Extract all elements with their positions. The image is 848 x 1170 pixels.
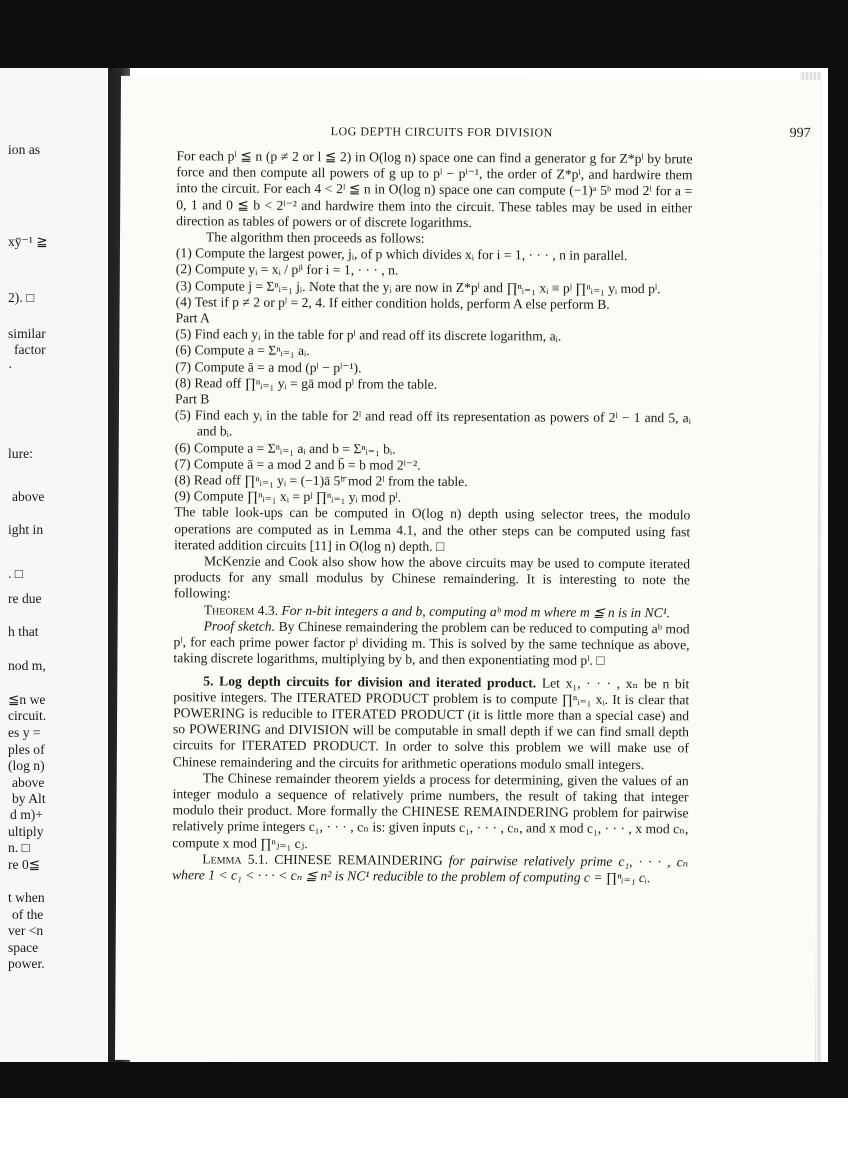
part-a-step: (6) Compute a = Σⁿᵢ₌₁ aᵢ.	[175, 342, 310, 359]
left-page-fragment: . □	[8, 566, 24, 581]
lemma-text: for pairwise relatively prime c₁, · · · , cₙ where 1 < c₁ < · · · < cₙ ≦ n² is NC¹ reducible to the problem of computing c = ∏ⁿᵢ₌₁ cᵢ.	[172, 852, 689, 886]
algorithm-step-9: (9) Compute ∏ⁿᵢ₌₁ xᵢ = pʲ ∏ⁿᵢ₌₁ yᵢ mod pˡ.	[174, 488, 402, 505]
left-page-fragment: nod m,	[8, 658, 46, 673]
left-page-fragment: ples of	[8, 742, 45, 757]
scan-border-top	[0, 0, 848, 68]
part-b-step: (8) Read off ∏ⁿᵢ₌₁ yᵢ = (−1)ā 5ᵇ̄ mod 2ˡ from the table.	[174, 472, 468, 490]
part-b-step: (6) Compute a = Σⁿᵢ₌₁ aᵢ and b = Σⁿᵢ₌₁ bᵢ.	[174, 439, 396, 457]
left-page-fragment: xȳ⁻¹ ≧	[8, 234, 48, 249]
left-page-fragment: of the	[12, 907, 44, 922]
left-page-fragment: factor	[14, 342, 46, 357]
proof-label: Proof sketch.	[203, 618, 276, 634]
left-facing-page	[0, 64, 109, 1064]
left-page-fragment: above	[12, 489, 45, 504]
left-page-fragment: ·	[8, 360, 13, 375]
page-number: 997	[789, 125, 811, 142]
algorithm-intro: The algorithm then proceeds as follows:	[205, 229, 425, 246]
part-b-step: (5) Find each yᵢ in the table for 2ˡ and read off its representation as powers of 2ˡ − 1 and 5, aᵢ and bᵢ.	[174, 407, 691, 440]
algorithm-step: (3) Compute j = Σⁿᵢ₌₁ jᵢ. Note that the yᵢ are now in Z*pˡ and ∏ⁿᵢ₌₁ xᵢ ≡ pʲ ∏ⁿᵢ₌₁ yᵢ mod pˡ.	[175, 277, 661, 296]
left-page-fragment: by Alt	[12, 791, 46, 806]
left-page-fragment: t when	[8, 890, 45, 905]
algorithm-step: (4) Test if p ≠ 2 or pˡ = 2, 4. If either condition holds, perform A else perform B.	[175, 294, 610, 312]
lemma-label: Lemma 5.1. CHINESE REMAINDERING	[202, 851, 443, 868]
page-body	[172, 148, 692, 886]
left-page-fragment: d m)+	[10, 807, 43, 822]
section-text: Let x₁, · · · , xₙ be n bit positive integers. The ITERATED PRODUCT problem is to compute ∏ⁿᵢ₌₁ xᵢ. It is clear that POWERING is reducible to ITERATED PRODUCT (it is little more than a special case) and so POWERING and DIVISION will be computable in small depth if we can find small depth circuits for ITERATED PRODUCT. In order to solve this problem we will make use of Chinese remaindering and the circuits for arithmetic operations modulo small integers.	[172, 674, 690, 772]
left-page-fragment: above	[12, 775, 45, 790]
lookup-paragraph: The table look-ups can be computed in O(log n) depth using selector trees, the modulo operations are computed as in Lemma 4.1, and the other steps can be computed using fast iterated addition circuits [11] in O(log n) depth. □	[174, 504, 691, 554]
left-page-fragment: re 0≦	[8, 857, 41, 872]
left-page-fragment: lure:	[8, 446, 33, 461]
part-b-label: Part B	[174, 391, 210, 407]
proof-sketch	[173, 618, 689, 670]
mckenzie-paragraph: McKenzie and Cook also show how the above circuits may be used to compute iterated products for any small modulus by Chinese remaindering. It is interesting to note the following:	[173, 553, 691, 602]
left-page-fragment: ultiply	[8, 824, 44, 839]
right-page	[115, 76, 821, 1064]
left-page-fragment: ver <n	[8, 923, 44, 938]
left-page-fragment: ion as	[8, 142, 41, 157]
scan-margin-bottom	[0, 1098, 848, 1170]
algorithm-step: (1) Compute the largest power, jᵢ, of p which divides xᵢ for i = 1, · · · , n in parallel.	[175, 245, 628, 264]
left-page-fragment: ight in	[8, 522, 44, 537]
page-header	[330, 124, 811, 142]
left-page-fragment: re due	[8, 591, 42, 606]
intro-paragraph: For each pˡ ≦ n (p ≠ 2 or l ≦ 2) in O(log n) space one can find a generator g for Z*pˡ by brute force and then compute all powers of g up to pˡ − pˡ⁻¹, the order of Z*pˡ, and hardwire them into the circuit. For each 4 < 2ˡ ≦ n in O(log n) space one can compute (−1)ᵃ 5ᵇ mod 2ˡ for a = 0, 1 and 0 ≦ b < 2ˡ⁻² and hardwire them into the circuit. These tables may be used in either direction as tables of powers or of discrete logarithms.	[176, 148, 693, 230]
left-page-fragment: n. □	[8, 840, 30, 855]
left-page-fragment: h that	[8, 624, 39, 639]
left-page-fragment: power.	[8, 956, 45, 971]
left-page-fragment: es y =	[8, 725, 41, 740]
algorithm-step: (2) Compute yᵢ = xᵢ / pʲⁱ for i = 1, · · · , n.	[175, 261, 399, 278]
running-title: LOG DEPTH CIRCUITS FOR DIVISION	[330, 124, 553, 140]
theorem-label: Theorem 4.3.	[203, 602, 279, 618]
crt-paragraph: The Chinese remainder theorem yields a process for determining, given the values of an integer modulo a sequence of relatively prime numbers, the result of taking that integer modulo their product. More formally the CHINESE REMAINDERING problem for pairwise relatively prime integers c₁, · · · , cₙ is: given inputs c₁, · · · , cₙ, and x mod c₁, · · · , x mod cₙ, compute x mod ∏ⁿⱼ₌₁ cⱼ.	[172, 770, 689, 851]
left-page-fragment: circuit.	[8, 708, 47, 723]
section-5	[173, 673, 690, 773]
left-page-fragment: 2). □	[8, 290, 35, 305]
section-title: 5. Log depth circuits for division and iterated product.	[203, 672, 537, 690]
left-page-fragment: space	[8, 940, 39, 955]
part-a-step: (8) Read off ∏ⁿᵢ₌₁ yᵢ = gā mod pˡ from the table.	[175, 375, 438, 392]
left-page-fragment: (log n)	[8, 758, 45, 773]
left-page-fragment: ≦n we	[8, 692, 46, 707]
part-a-step: (5) Find each yᵢ in the table for pˡ and read off its discrete logarithm, aᵢ.	[175, 326, 562, 344]
theorem-text: For n-bit integers a and b, computing aᵇ mod m where m ≦ n is in NC¹.	[281, 602, 671, 620]
part-a-step: (7) Compute ā = a mod (pˡ − pˡ⁻¹).	[175, 358, 362, 375]
part-b-step: (7) Compute ā = a mod 2 and b̄ = b mod 2ˡ⁻².	[174, 456, 421, 473]
proof-text: By Chinese remaindering the problem can be reduced to computing aᵇ mod pˡ, for each prime power factor pˡ dividing m. This is solved by the same technique as above, taking discrete logarithms, multiplying by b, and then exponentiating mod pˡ. □	[173, 618, 690, 669]
scan-border-right	[828, 0, 848, 1110]
lemma-5-1	[172, 851, 688, 887]
scan-border-bottom	[0, 1062, 848, 1098]
left-page-fragment: similar	[8, 326, 46, 341]
part-a-label: Part A	[175, 310, 210, 326]
